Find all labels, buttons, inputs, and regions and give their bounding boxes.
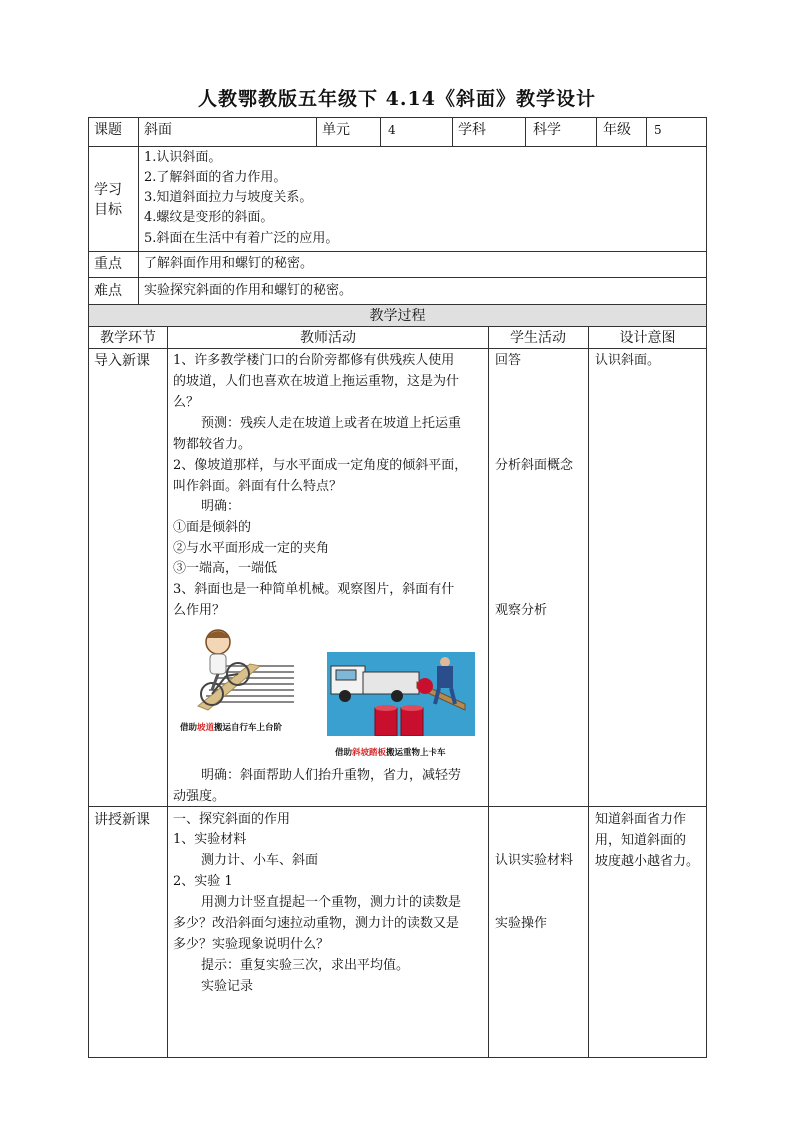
divider bbox=[138, 251, 139, 278]
teacher-line: 测力计、小车、斜面 bbox=[201, 853, 319, 868]
divider bbox=[646, 117, 647, 147]
divider bbox=[596, 117, 597, 147]
teacher-conclusion: 动强度。 bbox=[173, 789, 226, 804]
teacher-line: 2、实验 1 bbox=[173, 874, 233, 889]
divider bbox=[316, 117, 317, 147]
objective-item: 3.知道斜面拉力与坡度关系。 bbox=[144, 190, 313, 205]
divider bbox=[138, 277, 139, 305]
design-intent: 知道斜面省力作 bbox=[595, 812, 687, 827]
section-lecture-name: 讲授新课 bbox=[94, 812, 150, 828]
divider bbox=[488, 326, 489, 1058]
teacher-line: 明确： bbox=[201, 499, 241, 514]
column-header-student: 学生活动 bbox=[510, 330, 566, 346]
objective-item: 2.了解斜面的省力作用。 bbox=[144, 170, 287, 185]
difficulty-label: 难点 bbox=[94, 283, 122, 299]
teacher-line: 3、斜面也是一种简单机械。观察图片，斜面有什 bbox=[173, 582, 455, 597]
grade-value: 5 bbox=[654, 123, 662, 137]
objectives-label-1: 学习 bbox=[94, 182, 122, 198]
teacher-line: 提示：重复实验三次，求出平均值。 bbox=[201, 958, 410, 973]
student-activity: 回答 bbox=[495, 353, 522, 368]
column-header-stage: 教学环节 bbox=[100, 330, 156, 346]
student-activity: 分析斜面概念 bbox=[495, 458, 574, 473]
objective-item: 5.斜面在生活中有着广泛的应用。 bbox=[144, 231, 339, 246]
teacher-line: 实验记录 bbox=[201, 979, 254, 994]
subject-value: 科学 bbox=[533, 122, 561, 138]
teacher-line: 么作用？ bbox=[173, 603, 226, 618]
teacher-line: 2、像坡道那样，与水平面成一定角度的倾斜平面， bbox=[173, 458, 468, 473]
illustration-caption-1: 借助坡道搬运自行车上台阶 bbox=[180, 723, 283, 733]
teacher-conclusion: 明确：斜面帮助人们抬升重物，省力，减轻劳 bbox=[201, 768, 462, 783]
section-intro-name: 导入新课 bbox=[94, 353, 150, 369]
teacher-line: 叫作斜面。斜面有什么特点？ bbox=[173, 479, 343, 494]
subject-label: 学科 bbox=[458, 122, 486, 138]
design-intent: 认识斜面。 bbox=[595, 353, 661, 368]
process-header-label: 教学过程 bbox=[369, 308, 426, 324]
divider bbox=[138, 117, 139, 147]
student-activity: 观察分析 bbox=[495, 603, 548, 618]
student-activity: 认识实验材料 bbox=[495, 853, 574, 868]
child-graphic bbox=[206, 630, 230, 690]
bicycle-ramp-illustration bbox=[182, 624, 302, 720]
barrel-graphic bbox=[417, 678, 433, 694]
teacher-line: 预测：残疾人走在坡道上或者在坡道上托运重 bbox=[201, 416, 462, 431]
divider bbox=[452, 117, 453, 147]
divider bbox=[588, 326, 589, 1058]
illustration-caption-2: 借助斜坡踏板搬运重物上卡车 bbox=[335, 748, 446, 758]
student-activity: 实验操作 bbox=[495, 916, 548, 931]
divider bbox=[380, 117, 381, 147]
objectives-label-2: 目标 bbox=[94, 202, 122, 218]
divider bbox=[138, 146, 139, 252]
divider bbox=[167, 326, 168, 1058]
document-title: 人教鄂教版五年级下 4.14《斜面》教学设计 bbox=[198, 88, 596, 110]
teacher-line: 多少？实验现象说明什么？ bbox=[173, 937, 330, 952]
design-intent: 坡度越小越省力。 bbox=[595, 854, 700, 869]
column-header-teacher: 教师活动 bbox=[300, 330, 356, 346]
difficulty-text: 实验探究斜面的作用和螺钉的秘密。 bbox=[144, 283, 353, 298]
teacher-line: ③一端高，一端低 bbox=[173, 561, 278, 576]
teacher-line: ②与水平面形成一定的夹角 bbox=[173, 541, 330, 556]
key-point-label: 重点 bbox=[94, 256, 122, 272]
key-point-text: 了解斜面作用和螺钉的秘密。 bbox=[144, 256, 314, 271]
teacher-line: 物都较省力。 bbox=[173, 437, 252, 452]
teacher-line: 1、实验材料 bbox=[173, 832, 247, 847]
teacher-line: 么？ bbox=[173, 395, 200, 410]
grade-label: 年级 bbox=[603, 122, 631, 138]
topic-label: 课题 bbox=[94, 122, 122, 138]
column-header-intent: 设计意图 bbox=[619, 330, 676, 346]
topic-value: 斜面 bbox=[144, 122, 172, 138]
divider bbox=[525, 117, 526, 147]
design-intent: 用，知道斜面的 bbox=[595, 833, 687, 848]
teacher-line: 1、许多教学楼门口的台阶旁都修有供残疾人使用 bbox=[173, 353, 455, 368]
unit-value: 4 bbox=[388, 123, 396, 137]
teacher-line: 的坡道，人们也喜欢在坡道上拖运重物，这是为什 bbox=[173, 374, 460, 389]
objective-item: 1.认识斜面。 bbox=[144, 150, 222, 165]
teacher-line: 一、探究斜面的作用 bbox=[173, 812, 291, 827]
unit-label: 单元 bbox=[322, 122, 350, 138]
teacher-line: 多少？改沿斜面匀速拉动重物，测力计的读数又是 bbox=[173, 916, 460, 931]
teacher-line: 用测力计竖直提起一个重物，测力计的读数是 bbox=[201, 895, 462, 910]
teacher-line: ①面是倾斜的 bbox=[173, 520, 252, 535]
objective-item: 4.螺纹是变形的斜面。 bbox=[144, 210, 274, 225]
truck-ramp-illustration bbox=[327, 652, 475, 736]
